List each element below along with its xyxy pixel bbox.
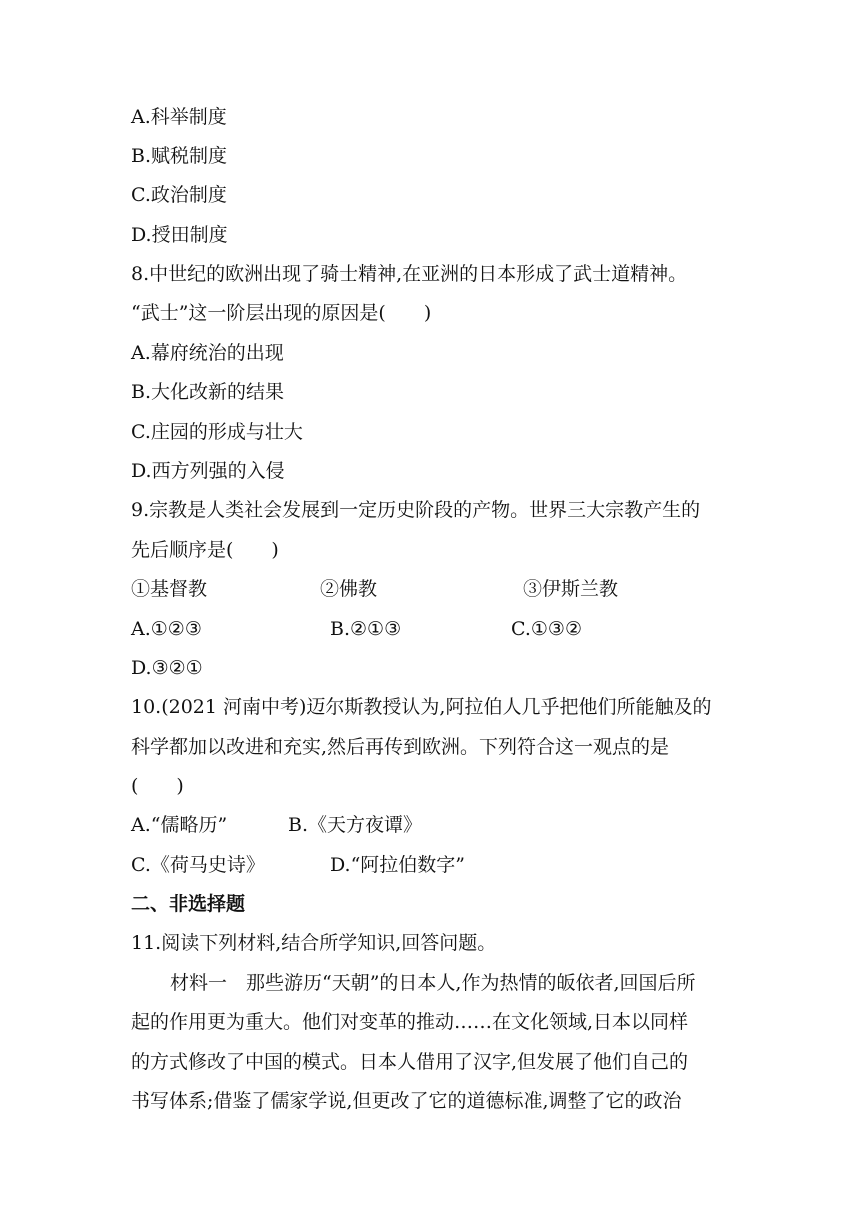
q8-stem-line1: 8.中世纪的欧洲出现了骑士精神,在亚洲的日本形成了武士道精神。 [131, 263, 688, 285]
q7-option-c: C.政治制度 [131, 184, 227, 206]
q9-option-d: D.③②① [131, 657, 203, 679]
q10-option-b: B.《天方夜谭》 [288, 814, 423, 836]
q7-option-d: D.授田制度 [131, 224, 228, 246]
q9-option-b: B.②①③ [330, 618, 402, 640]
q9-option-c: C.①③② [511, 618, 582, 640]
q8-option-d: D.西方列强的入侵 [131, 460, 285, 482]
q7-option-b: B.赋税制度 [131, 145, 228, 167]
q8-option-a: A.幕府统治的出现 [131, 342, 284, 364]
q11-material-line1: 材料一 那些游历“天朝”的日本人,作为热情的皈依者,回国后所 [170, 972, 696, 994]
q11-material-line2: 起的作用更为重大。他们对变革的推动……在文化领域,日本以同样 [131, 1011, 689, 1033]
q8-option-c: C.庄园的形成与壮大 [131, 421, 303, 443]
section-2-heading: 二、非选择题 [131, 893, 246, 915]
q10-stem-line3: ( ) [131, 775, 184, 797]
q11-stem: 11.阅读下列材料,结合所学知识,回答问题。 [131, 932, 497, 954]
q10-stem-line1: 10.(2021 河南中考)迈尔斯教授认为,阿拉伯人几乎把他们所能触及的 [131, 696, 712, 718]
q9-item-3: ③伊斯兰教 [523, 578, 619, 600]
q8-stem-line2: “武士”这一阶层出现的原因是( ) [131, 302, 432, 324]
q11-material-line3: 的方式修改了中国的模式。日本人借用了汉字,但发展了他们自己的 [131, 1051, 689, 1073]
q9-stem-line2: 先后顺序是( ) [131, 539, 279, 561]
q8-option-b: B.大化改新的结果 [131, 381, 285, 403]
q10-option-d: D.“阿拉伯数字” [330, 854, 466, 876]
q9-option-a: A.①②③ [131, 618, 202, 640]
q7-option-a: A.科举制度 [131, 106, 227, 128]
q10-option-c: C.《荷马史诗》 [131, 854, 265, 876]
q10-option-a: A.“儒略历” [131, 814, 228, 836]
q9-item-1: ①基督教 [131, 578, 208, 600]
q10-stem-line2: 科学都加以改进和充实,然后再传到欧洲。下列符合这一观点的是 [131, 736, 670, 758]
q11-material-line4: 书写体系;借鉴了儒家学说,但更改了它的道德标准,调整了它的政治 [131, 1090, 682, 1112]
q9-stem-line1: 9.宗教是人类社会发展到一定历史阶段的产物。世界三大宗教产生的 [131, 499, 701, 521]
q9-item-2: ②佛教 [320, 578, 378, 600]
